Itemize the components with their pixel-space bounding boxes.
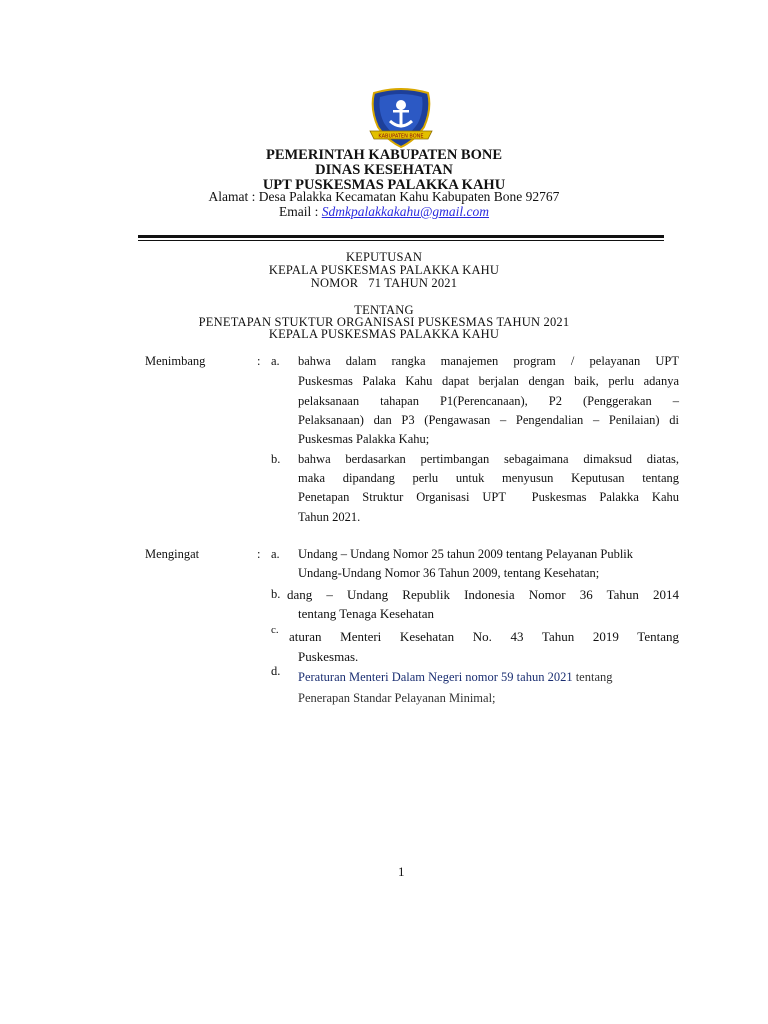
decree-subject-issuer: KEPALA PUSKESMAS PALAKKA KAHU (268, 327, 500, 341)
page-number: 1 (398, 864, 405, 879)
regulation-rest: tentang (572, 670, 613, 684)
item-text-line: Penetapan Struktur Organisasi UPT Puskesmas Palakka Kahu (298, 490, 679, 504)
item-mark: c. (271, 624, 279, 636)
item-text-line: Pelaksanaan) dan P3 (Pengawasan – Pengendalian – Penilaian) di (298, 413, 679, 427)
header-line-government: PEMERINTAH KABUPATEN BONE (265, 147, 503, 163)
header-address: Alamat : Desa Palakka Kecamatan Kahu Kabupaten Bone 92767 (208, 189, 560, 204)
decree-issuer: KEPALA PUSKESMAS PALAKKA KAHU (268, 263, 500, 277)
item-text-line: Puskesmas. (298, 649, 359, 664)
item-text-line: bahwa berdasarkan pertimbangan sebagaimana dimaksud diatas, (298, 452, 679, 466)
item-mark: a. (271, 547, 280, 561)
item-text-line (298, 670, 679, 685)
decree-title: KEPUTUSAN (345, 250, 423, 264)
regulation-title: Peraturan Menteri Dalam Negeri nomor 59 tahun 2021 (298, 670, 573, 684)
item-mark: b. (271, 587, 281, 601)
decree-number: NOMOR 71 TAHUN 2021 (310, 276, 458, 290)
header-divider-thick (138, 235, 664, 238)
section-label-mengingat: Mengingat (145, 547, 200, 561)
item-text-line: Tahun 2021. (298, 510, 361, 524)
decree-subject: PENETAPAN STUKTUR ORGANISASI PUSKESMAS TAHUN 2021 (198, 315, 570, 329)
item-text-line: Puskesmas Palakka Kahu; (298, 432, 430, 446)
logo-text: KABUPATEN BONE (378, 133, 424, 140)
item-text-line: pelaksanaan tahapan P1(Perencanaan), P2 (Penggerakan – (298, 394, 679, 408)
header-email-line (0, 204, 768, 220)
item-text-line: Undang-Undang Nomor 36 Tahun 2009, tentang Kesehatan; (298, 566, 600, 580)
item-text-line: tentang Tenaga Kesehatan (298, 606, 435, 621)
section-label-menimbang: Menimbang (145, 354, 206, 368)
item-text-line: dang – Undang Republik Indonesia Nomor 36 Tahun 2014 (287, 587, 679, 602)
email-link[interactable]: Sdmkpalakkakahu@gmail.com (321, 204, 489, 219)
item-text-line: aturan Menteri Kesehatan No. 43 Tahun 2019 Tentang (289, 629, 679, 644)
header-divider-thin (138, 240, 664, 241)
header-line-office: DINAS KESEHATAN (315, 162, 453, 178)
item-mark: d. (271, 664, 281, 678)
item-text-line: maka dipandang perlu untuk menyusun Keputusan tentang (298, 471, 679, 485)
item-text-line: Undang – Undang Nomor 25 tahun 2009 tentang Pelayanan Publik (298, 547, 634, 561)
regency-logo (366, 87, 436, 149)
item-text-line: bahwa dalam rangka manajemen program / pelayanan UPT (298, 354, 679, 368)
item-mark: b. (271, 452, 281, 466)
section-colon: : (257, 547, 261, 561)
regency-emblem-icon (366, 87, 436, 149)
section-colon: : (257, 354, 261, 368)
email-label: Email : (278, 204, 319, 219)
decree-about: TENTANG (354, 303, 414, 317)
item-text-line: Penerapan Standar Pelayanan Minimal; (298, 691, 496, 705)
item-text-line: Puskesmas Palaka Kahu dapat berjalan dengan baik, perlu adanya (298, 374, 679, 388)
header-line-clinic: UPT PUSKESMAS PALAKKA KAHU (262, 177, 506, 193)
item-mark: a. (271, 354, 280, 368)
